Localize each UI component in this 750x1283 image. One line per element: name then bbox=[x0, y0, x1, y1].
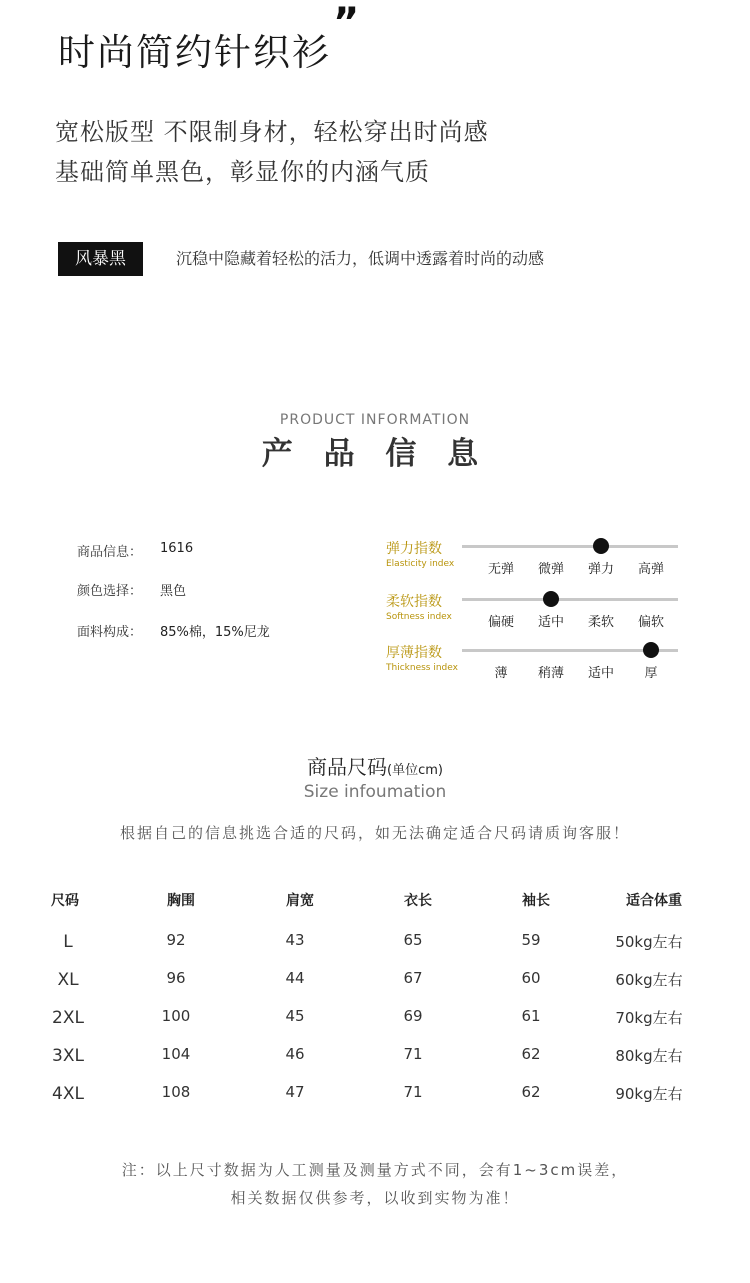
footnote-line-2: 相关数据仅供参考，以收到实物为准！ bbox=[230, 1189, 520, 1207]
size-header-cell: 袖长 bbox=[522, 893, 550, 909]
index-track bbox=[462, 598, 678, 601]
size-cell: 61 bbox=[521, 1007, 541, 1025]
size-row-label: XL bbox=[57, 970, 79, 990]
size-row-label: 2XL bbox=[52, 1008, 84, 1028]
size-unit: (单位cm) bbox=[387, 763, 443, 778]
index-indicator-dot bbox=[593, 538, 609, 554]
size-row-label: 3XL bbox=[52, 1046, 84, 1066]
index-label-en: Elasticity index bbox=[386, 559, 455, 569]
quote-mark: ” bbox=[333, 0, 360, 46]
size-cell: 47 bbox=[285, 1083, 305, 1101]
info-value-fabric: 85%棉，15%尼龙 bbox=[160, 625, 270, 640]
product-info-heading-cn: 产 品 信 息 bbox=[261, 436, 489, 472]
tagline-1: 宽松版型 不限制身材，轻松穿出时尚感 bbox=[55, 118, 489, 146]
index-option: 高弹 bbox=[637, 562, 664, 577]
info-value-color: 黑色 bbox=[160, 584, 187, 599]
index-option: 无弹 bbox=[487, 562, 514, 577]
size-cell: 65 bbox=[403, 931, 423, 949]
index-track bbox=[462, 545, 678, 548]
size-cell: 62 bbox=[521, 1083, 541, 1101]
size-title-text: 商品尺码 bbox=[307, 755, 388, 779]
tagline-2: 基础简单黑色，彰显你的内涵气质 bbox=[55, 158, 430, 186]
color-description: 沉稳中隐藏着轻松的活力，低调中透露着时尚的动感 bbox=[176, 249, 545, 268]
index-label-cn: 厚薄指数 bbox=[386, 645, 442, 661]
index-option: 适中 bbox=[587, 666, 614, 681]
info-label-fabric: 面料构成： bbox=[77, 625, 143, 640]
product-info-heading-en: PRODUCT INFORMATION bbox=[279, 412, 471, 428]
product-title: 时尚简约针织衫 bbox=[58, 31, 331, 74]
size-cell: 43 bbox=[285, 931, 305, 949]
info-label-color: 颜色选择： bbox=[77, 584, 143, 599]
size-cell: 44 bbox=[285, 969, 305, 987]
color-tag: 风暴黑 bbox=[58, 242, 143, 276]
index-option: 柔软 bbox=[587, 615, 614, 630]
index-indicator-dot bbox=[543, 591, 559, 607]
index-option: 微弹 bbox=[537, 562, 564, 577]
size-cell: 90kg左右 bbox=[615, 1085, 683, 1103]
index-option: 薄 bbox=[494, 666, 508, 681]
index-label-cn: 柔软指数 bbox=[386, 594, 442, 610]
size-cell: 62 bbox=[521, 1045, 541, 1063]
size-header-cell: 胸围 bbox=[167, 893, 195, 909]
size-cell: 60 bbox=[521, 969, 541, 987]
size-header-cell: 衣长 bbox=[404, 893, 432, 909]
size-cell: 59 bbox=[521, 931, 541, 949]
size-header-cell: 适合体重 bbox=[626, 893, 682, 909]
footnote-line-1: 注：以上尺寸数据为人工测量及测量方式不同，会有1~3cm误差， bbox=[121, 1161, 629, 1179]
size-cell: 100 bbox=[161, 1007, 191, 1025]
size-cell: 45 bbox=[285, 1007, 305, 1025]
info-value-item: 1616 bbox=[160, 541, 194, 556]
index-option: 偏软 bbox=[637, 615, 664, 630]
size-row-label: 4XL bbox=[52, 1084, 84, 1104]
size-header-cell: 肩宽 bbox=[286, 893, 314, 909]
size-cell: 104 bbox=[161, 1045, 191, 1063]
size-cell: 46 bbox=[285, 1045, 305, 1063]
size-cell: 80kg左右 bbox=[615, 1047, 683, 1065]
size-header-cell: 尺码 bbox=[51, 893, 79, 909]
size-cell: 92 bbox=[166, 931, 186, 949]
size-cell: 50kg左右 bbox=[615, 933, 683, 951]
index-option: 偏硬 bbox=[487, 615, 514, 630]
index-option: 稍薄 bbox=[537, 666, 564, 681]
size-title bbox=[0, 751, 750, 780]
size-cell: 70kg左右 bbox=[615, 1009, 683, 1027]
size-row-label: L bbox=[63, 932, 73, 952]
index-label-en: Thickness index bbox=[386, 663, 458, 673]
index-option: 适中 bbox=[537, 615, 564, 630]
index-option: 弹力 bbox=[587, 562, 614, 577]
index-indicator-dot bbox=[643, 642, 659, 658]
size-cell: 108 bbox=[161, 1083, 191, 1101]
size-cell: 71 bbox=[403, 1045, 423, 1063]
index-label-en: Softness index bbox=[386, 612, 452, 622]
size-cell: 71 bbox=[403, 1083, 423, 1101]
size-cell: 69 bbox=[403, 1007, 423, 1025]
size-note: 根据自己的信息挑选合适的尺码，如无法确定适合尺码请质询客服！ bbox=[119, 824, 630, 842]
size-cell: 96 bbox=[166, 969, 186, 987]
size-title-en: Size infoumation bbox=[303, 782, 447, 802]
index-option: 厚 bbox=[644, 666, 658, 681]
size-cell: 60kg左右 bbox=[615, 971, 683, 989]
index-label-cn: 弹力指数 bbox=[386, 541, 442, 557]
info-label-item: 商品信息： bbox=[77, 545, 143, 560]
size-cell: 67 bbox=[403, 969, 423, 987]
